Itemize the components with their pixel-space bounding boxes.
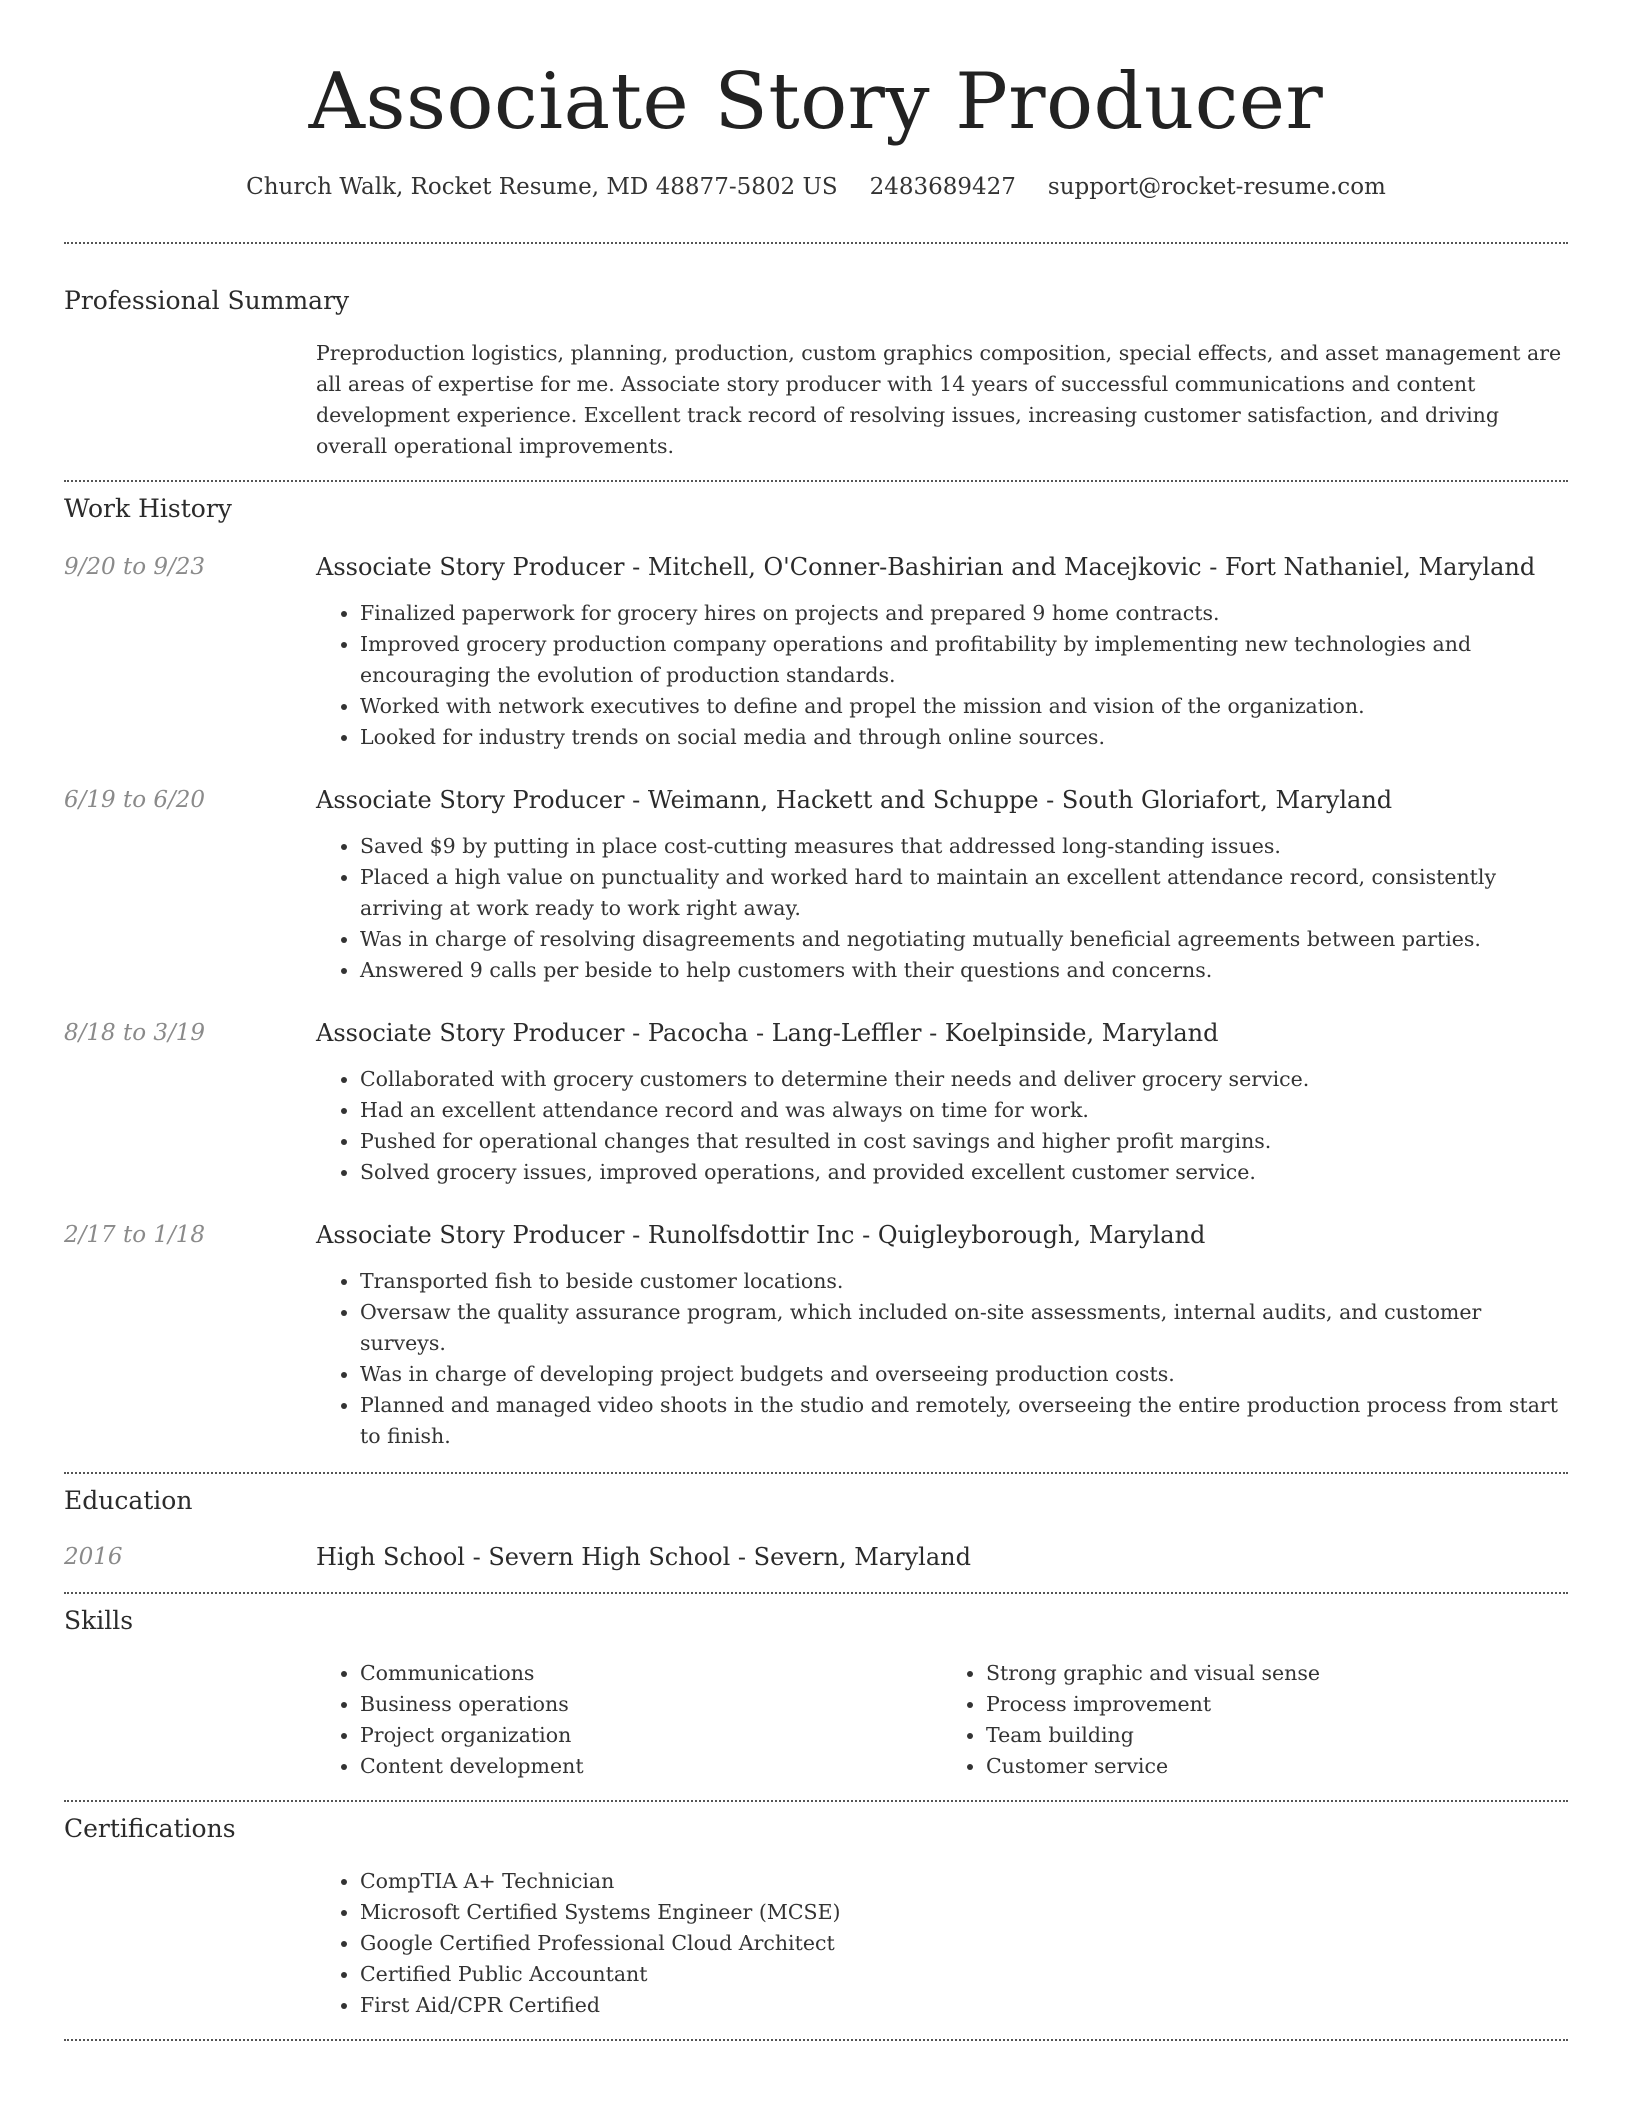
summary-heading: Professional Summary — [64, 286, 350, 315]
list-item: • Business operations — [360, 1689, 942, 1720]
job-entry — [64, 550, 1568, 753]
skills-heading: Skills — [64, 1606, 134, 1635]
job-title: Associate Story Producer - Runolfsdottir Inc - Quigleyborough, Maryland — [316, 1221, 1206, 1249]
list-item: • Looked for industry trends on social media and through online sources. — [360, 722, 1568, 753]
list-item: • Was in charge of developing project budgets and overseeing production costs. — [360, 1359, 1568, 1390]
skills-section — [64, 1604, 1568, 1782]
list-item: • Transported fish to beside customer locations. — [360, 1266, 1568, 1297]
list-item: • Was in charge of resolving disagreements and negotiating mutually beneficial agreements between parties. — [360, 924, 1568, 955]
list-item: • Solved grocery issues, improved operations, and provided excellent customer service. — [360, 1157, 1568, 1188]
work-history-section — [64, 492, 1568, 1452]
job-entry — [64, 1218, 1568, 1452]
contact-email: support@rocket-resume.com — [1047, 174, 1386, 200]
skills-list-left — [316, 1658, 942, 1782]
list-item: • Process improvement — [986, 1689, 1568, 1720]
list-item: • Had an excellent attendance record and was always on time for work. — [360, 1095, 1568, 1126]
list-item: • Improved grocery production company operations and profitability by implementing new technologies and encouraging the evolution of production standards. — [360, 629, 1568, 691]
divider — [64, 1472, 1568, 1474]
job-bullets — [316, 598, 1568, 753]
list-item: • Strong graphic and visual sense — [986, 1658, 1568, 1689]
job-bullets — [316, 831, 1568, 986]
summary-section — [64, 284, 1568, 462]
list-item: • Worked with network executives to define and propel the mission and vision of the organization. — [360, 691, 1568, 722]
list-item: • Project organization — [360, 1720, 942, 1751]
list-item: • Communications — [360, 1658, 942, 1689]
divider — [64, 242, 1568, 244]
list-item: • Google Certified Professional Cloud Architect — [360, 1928, 1568, 1959]
contact-line — [64, 170, 1568, 204]
list-item: • First Aid/CPR Certified — [360, 1990, 1568, 2021]
job-title: Associate Story Producer - Mitchell, O'Conner-Bashirian and Macejkovic - Fort Nathaniel, Maryland — [316, 553, 1536, 581]
job-dates: 8/18 to 3/19 — [64, 1020, 206, 1046]
list-item: • Answered 9 calls per beside to help customers with their questions and concerns. — [360, 955, 1568, 986]
job-title: Associate Story Producer - Weimann, Hackett and Schuppe - South Gloriafort, Maryland — [316, 786, 1393, 814]
list-item: • CompTIA A+ Technician — [360, 1866, 1568, 1897]
job-bullets — [316, 1266, 1568, 1452]
job-title: Associate Story Producer - Pacocha - Lang-Leffler - Koelpinside, Maryland — [316, 1019, 1219, 1047]
certifications-list — [316, 1866, 1568, 2021]
education-year: 2016 — [64, 1544, 123, 1570]
job-dates: 9/20 to 9/23 — [64, 554, 206, 580]
list-item: • Saved $9 by putting in place cost-cutting measures that addressed long-standing issues. — [360, 831, 1568, 862]
job-dates: 6/19 to 6/20 — [64, 787, 206, 813]
list-item: • Certified Public Accountant — [360, 1959, 1568, 1990]
job-dates: 2/17 to 1/18 — [64, 1222, 206, 1248]
list-item: • Microsoft Certified Systems Engineer (MCSE) — [360, 1897, 1568, 1928]
list-item: • Finalized paperwork for grocery hires on projects and prepared 9 home contracts. — [360, 598, 1568, 629]
contact-phone: 2483689427 — [869, 174, 1016, 200]
divider — [64, 1592, 1568, 1594]
divider — [64, 1800, 1568, 1802]
list-item: • Customer service — [986, 1751, 1568, 1782]
skills-list-right — [942, 1658, 1568, 1782]
list-item: • Pushed for operational changes that resulted in cost savings and higher profit margins. — [360, 1126, 1568, 1157]
education-section — [64, 1484, 1568, 1574]
list-item: • Collaborated with grocery customers to determine their needs and deliver grocery service. — [360, 1064, 1568, 1095]
job-entry — [64, 783, 1568, 986]
education-title: High School - Severn High School - Severn, Maryland — [316, 1543, 971, 1571]
divider — [64, 2039, 1568, 2041]
list-item: • Planned and managed video shoots in the studio and remotely, overseeing the entire production process from start to finish. — [360, 1390, 1568, 1452]
certifications-heading: Certifications — [64, 1814, 236, 1843]
list-item: • Placed a high value on punctuality and worked hard to maintain an excellent attendance record, consistently arriving at work ready to work right away. — [360, 862, 1568, 924]
job-bullets — [316, 1064, 1568, 1188]
list-item: • Oversaw the quality assurance program, which included on-site assessments, internal audits, and customer surveys. — [360, 1297, 1568, 1359]
certifications-section — [64, 1812, 1568, 2021]
list-item: • Content development — [360, 1751, 942, 1782]
job-entry — [64, 1016, 1568, 1188]
list-item: • Team building — [986, 1720, 1568, 1751]
resume-name: Associate Story Producer — [308, 57, 1324, 147]
summary-text: Preproduction logistics, planning, production, custom graphics composition, special effects, and asset management are all areas of expertise for me. Associate story producer with 14 years of successful communications and content development experience. Excellent track record of resolving issues, increasing customer satisfaction, and driving overall operational improvements. — [316, 341, 1562, 458]
work-history-heading: Work History — [64, 494, 232, 523]
divider — [64, 480, 1568, 482]
contact-address: Church Walk, Rocket Resume, MD 48877-5802 US — [246, 174, 838, 200]
education-heading: Education — [64, 1486, 193, 1515]
